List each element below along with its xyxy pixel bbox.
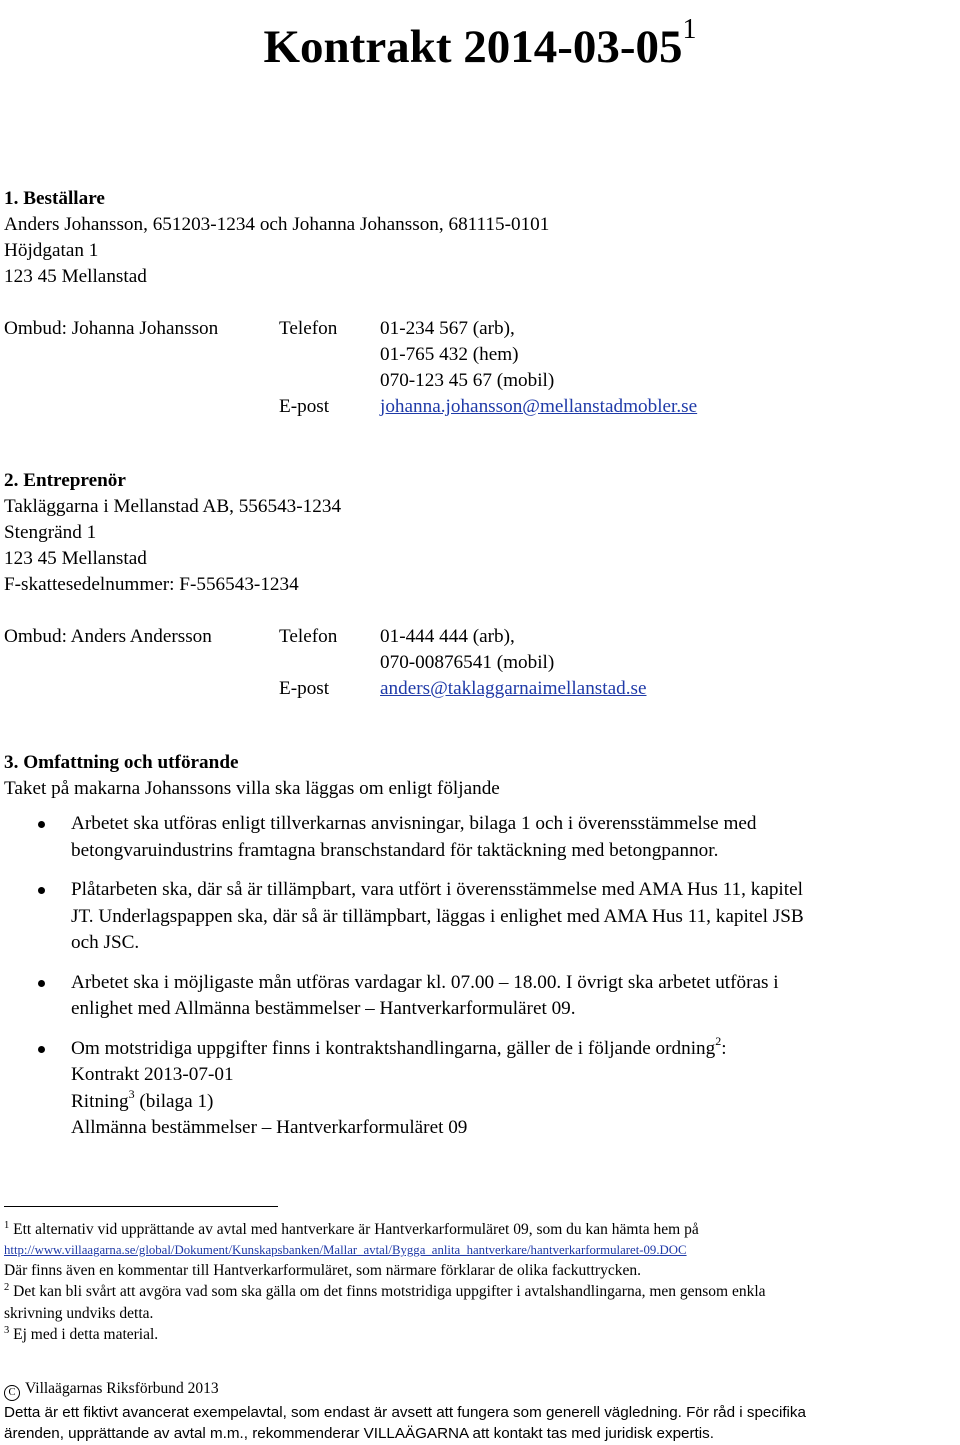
footnote-1-url-link[interactable]: http://www.villaagarna.se/global/Dokument/Kunskapsbanken/Mallar_avtal/Bygga_anlita_hantverkare/hantverkarformularet-09.DOC xyxy=(4,1243,687,1257)
bestallare-email-link[interactable]: johanna.johansson@mellanstadmobler.se xyxy=(380,396,698,417)
footnote-mark-3: 3 xyxy=(4,1325,10,1336)
footnote-3-text: Ej med i detta material. xyxy=(9,1326,159,1343)
bestallare-phone-work: 01-234 567 (arb), xyxy=(380,318,515,339)
footnote-3 xyxy=(4,1324,158,1345)
bullet-line: Arbetet ska utföras enligt tillverkarnas anvisningar, bilaga 1 och i överensstämmelse med xyxy=(71,813,757,834)
omfattning-intro: Taket på makarna Johanssons villa ska läggas om enligt följande xyxy=(4,778,500,799)
bullet-line: och JSC. xyxy=(71,932,140,953)
list-item xyxy=(0,970,960,1023)
footnote-mark-1: 1 xyxy=(4,1220,10,1231)
footnote-ref-3: 3 xyxy=(128,1086,135,1101)
copyright-icon: C xyxy=(4,1385,20,1401)
entreprenor-company: Takläggarna i Mellanstad AB, 556543-1234 xyxy=(4,496,342,517)
bestallare-names: Anders Johansson, 651203-1234 och Johanna Johansson, 681115-0101 xyxy=(4,214,550,235)
bestallare-phone-label: Telefon xyxy=(279,318,338,339)
bullet-line: Arbetet ska i möjligaste mån utföras vardagar kl. 07.00 – 18.00. I övrigt ska arbetet utföras i xyxy=(71,971,779,993)
title-text: Kontrakt 2014-03-05 xyxy=(263,21,683,73)
bullet-line: betongvaruindustrins framtagna branschstandard för taktäckning med betongpannor. xyxy=(71,839,719,861)
entreprenor-email-link[interactable]: anders@taklaggarnaimellanstad.se xyxy=(380,678,647,699)
entreprenor-city: 123 45 Mellanstad xyxy=(4,548,147,569)
ritning-text: Ritning xyxy=(71,1090,129,1112)
bestallare-phone-home: 01-765 432 (hem) xyxy=(380,344,519,365)
footnote-divider xyxy=(4,1206,278,1207)
footnote-2-text: Det kan bli svårt att avgöra vad som ska gälla om det finns motstridiga uppgifter i avtalshandlingarna, men gensom enkla xyxy=(9,1283,766,1300)
footnote-mark-2: 2 xyxy=(4,1282,10,1293)
bullet-line: JT. Underlagspappen ska, där så är tillämpbart, läggas i enlighet med AMA Hus 11, kapitel JSB xyxy=(71,905,804,927)
footnote-1-text: Ett alternativ vid upprättande av avtal med hantverkare är Hantverkarformuläret 09, som du kan hämta hem på xyxy=(9,1221,699,1238)
bullet-line: Kontrakt 2013-07-01 xyxy=(71,1064,234,1085)
entreprenor-ombud: Ombud: Anders Andersson xyxy=(4,626,212,647)
disclaimer-line-2: ärenden, upprättande av avtal m.m., rekommenderar VILLAÄGARNA att kontakt tas med juridisk expertis. xyxy=(4,1425,714,1442)
list-item xyxy=(0,1033,960,1142)
entreprenor-email-label: E-post xyxy=(279,678,330,699)
bullet-line: Allmänna bestämmelser – Hantverkarformuläret 09 xyxy=(71,1117,468,1138)
section-heading-bestallare: 1. Beställare xyxy=(4,188,105,209)
list-item xyxy=(0,811,960,864)
entreprenor-phone-label: Telefon xyxy=(279,626,338,647)
bestallare-ombud: Ombud: Johanna Johansson xyxy=(4,318,219,339)
disclaimer-line-1: Detta är ett fiktivt avancerat exempelavtal, som endast är avsett att fungera som generell vägledning. För råd i specifika xyxy=(4,1404,806,1421)
bullet-icon xyxy=(38,980,45,987)
bullet-line xyxy=(71,1086,960,1116)
section-heading-omfattning: 3. Omfattning och utförande xyxy=(4,752,239,773)
section-heading-entreprenor: 2. Entreprenör xyxy=(4,470,126,491)
page-title xyxy=(0,2,960,75)
bestallare-phone-mobile: 070-123 45 67 (mobil) xyxy=(380,370,555,391)
bullet-icon xyxy=(38,887,45,894)
bullet-line xyxy=(71,1033,960,1063)
title-footnote-mark: 1 xyxy=(682,14,697,45)
bestallare-email-label: E-post xyxy=(279,396,330,417)
footnote-2-continued: skrivning undviks detta. xyxy=(4,1305,154,1322)
bestallare-city: 123 45 Mellanstad xyxy=(4,266,147,287)
entreprenor-phone-work: 01-444 444 (arb), xyxy=(380,626,515,647)
bullet-icon xyxy=(38,821,45,828)
omfattning-bullet-list xyxy=(0,811,960,1142)
footnote-1-continued: Där finns även en kommentar till Hantverkarformuläret, som närmare förklarar de olika fackuttrycken. xyxy=(4,1262,641,1279)
ritning-bilaga: (bilaga 1) xyxy=(134,1090,214,1112)
entreprenor-fskatt: F-skattesedelnummer: F-556543-1234 xyxy=(4,574,299,595)
order-intro: Om motstridiga uppgifter finns i kontraktshandlingarna, gäller de i följande ordning xyxy=(71,1037,716,1059)
copyright-line xyxy=(4,1378,219,1401)
copyright-text: Villaägarnas Riksförbund 2013 xyxy=(25,1380,219,1397)
bullet-line: enlighet med Allmänna bestämmelser – Hantverkarformuläret 09. xyxy=(71,998,576,1019)
footnote-1 xyxy=(4,1219,699,1240)
footnote-2 xyxy=(4,1281,766,1302)
bullet-line: Plåtarbeten ska, där så är tillämpbart, vara utfört i överensstämmelse med AMA Hus 11, kapitel xyxy=(71,879,803,900)
footnote-ref-2: 2 xyxy=(715,1033,722,1048)
bestallare-street: Höjdgatan 1 xyxy=(4,240,99,261)
list-item xyxy=(0,877,960,957)
entreprenor-phone-mobile: 070-00876541 (mobil) xyxy=(380,652,555,673)
entreprenor-street: Stengränd 1 xyxy=(4,522,97,543)
bullet-icon xyxy=(38,1046,45,1053)
order-intro-colon: : xyxy=(721,1037,727,1059)
